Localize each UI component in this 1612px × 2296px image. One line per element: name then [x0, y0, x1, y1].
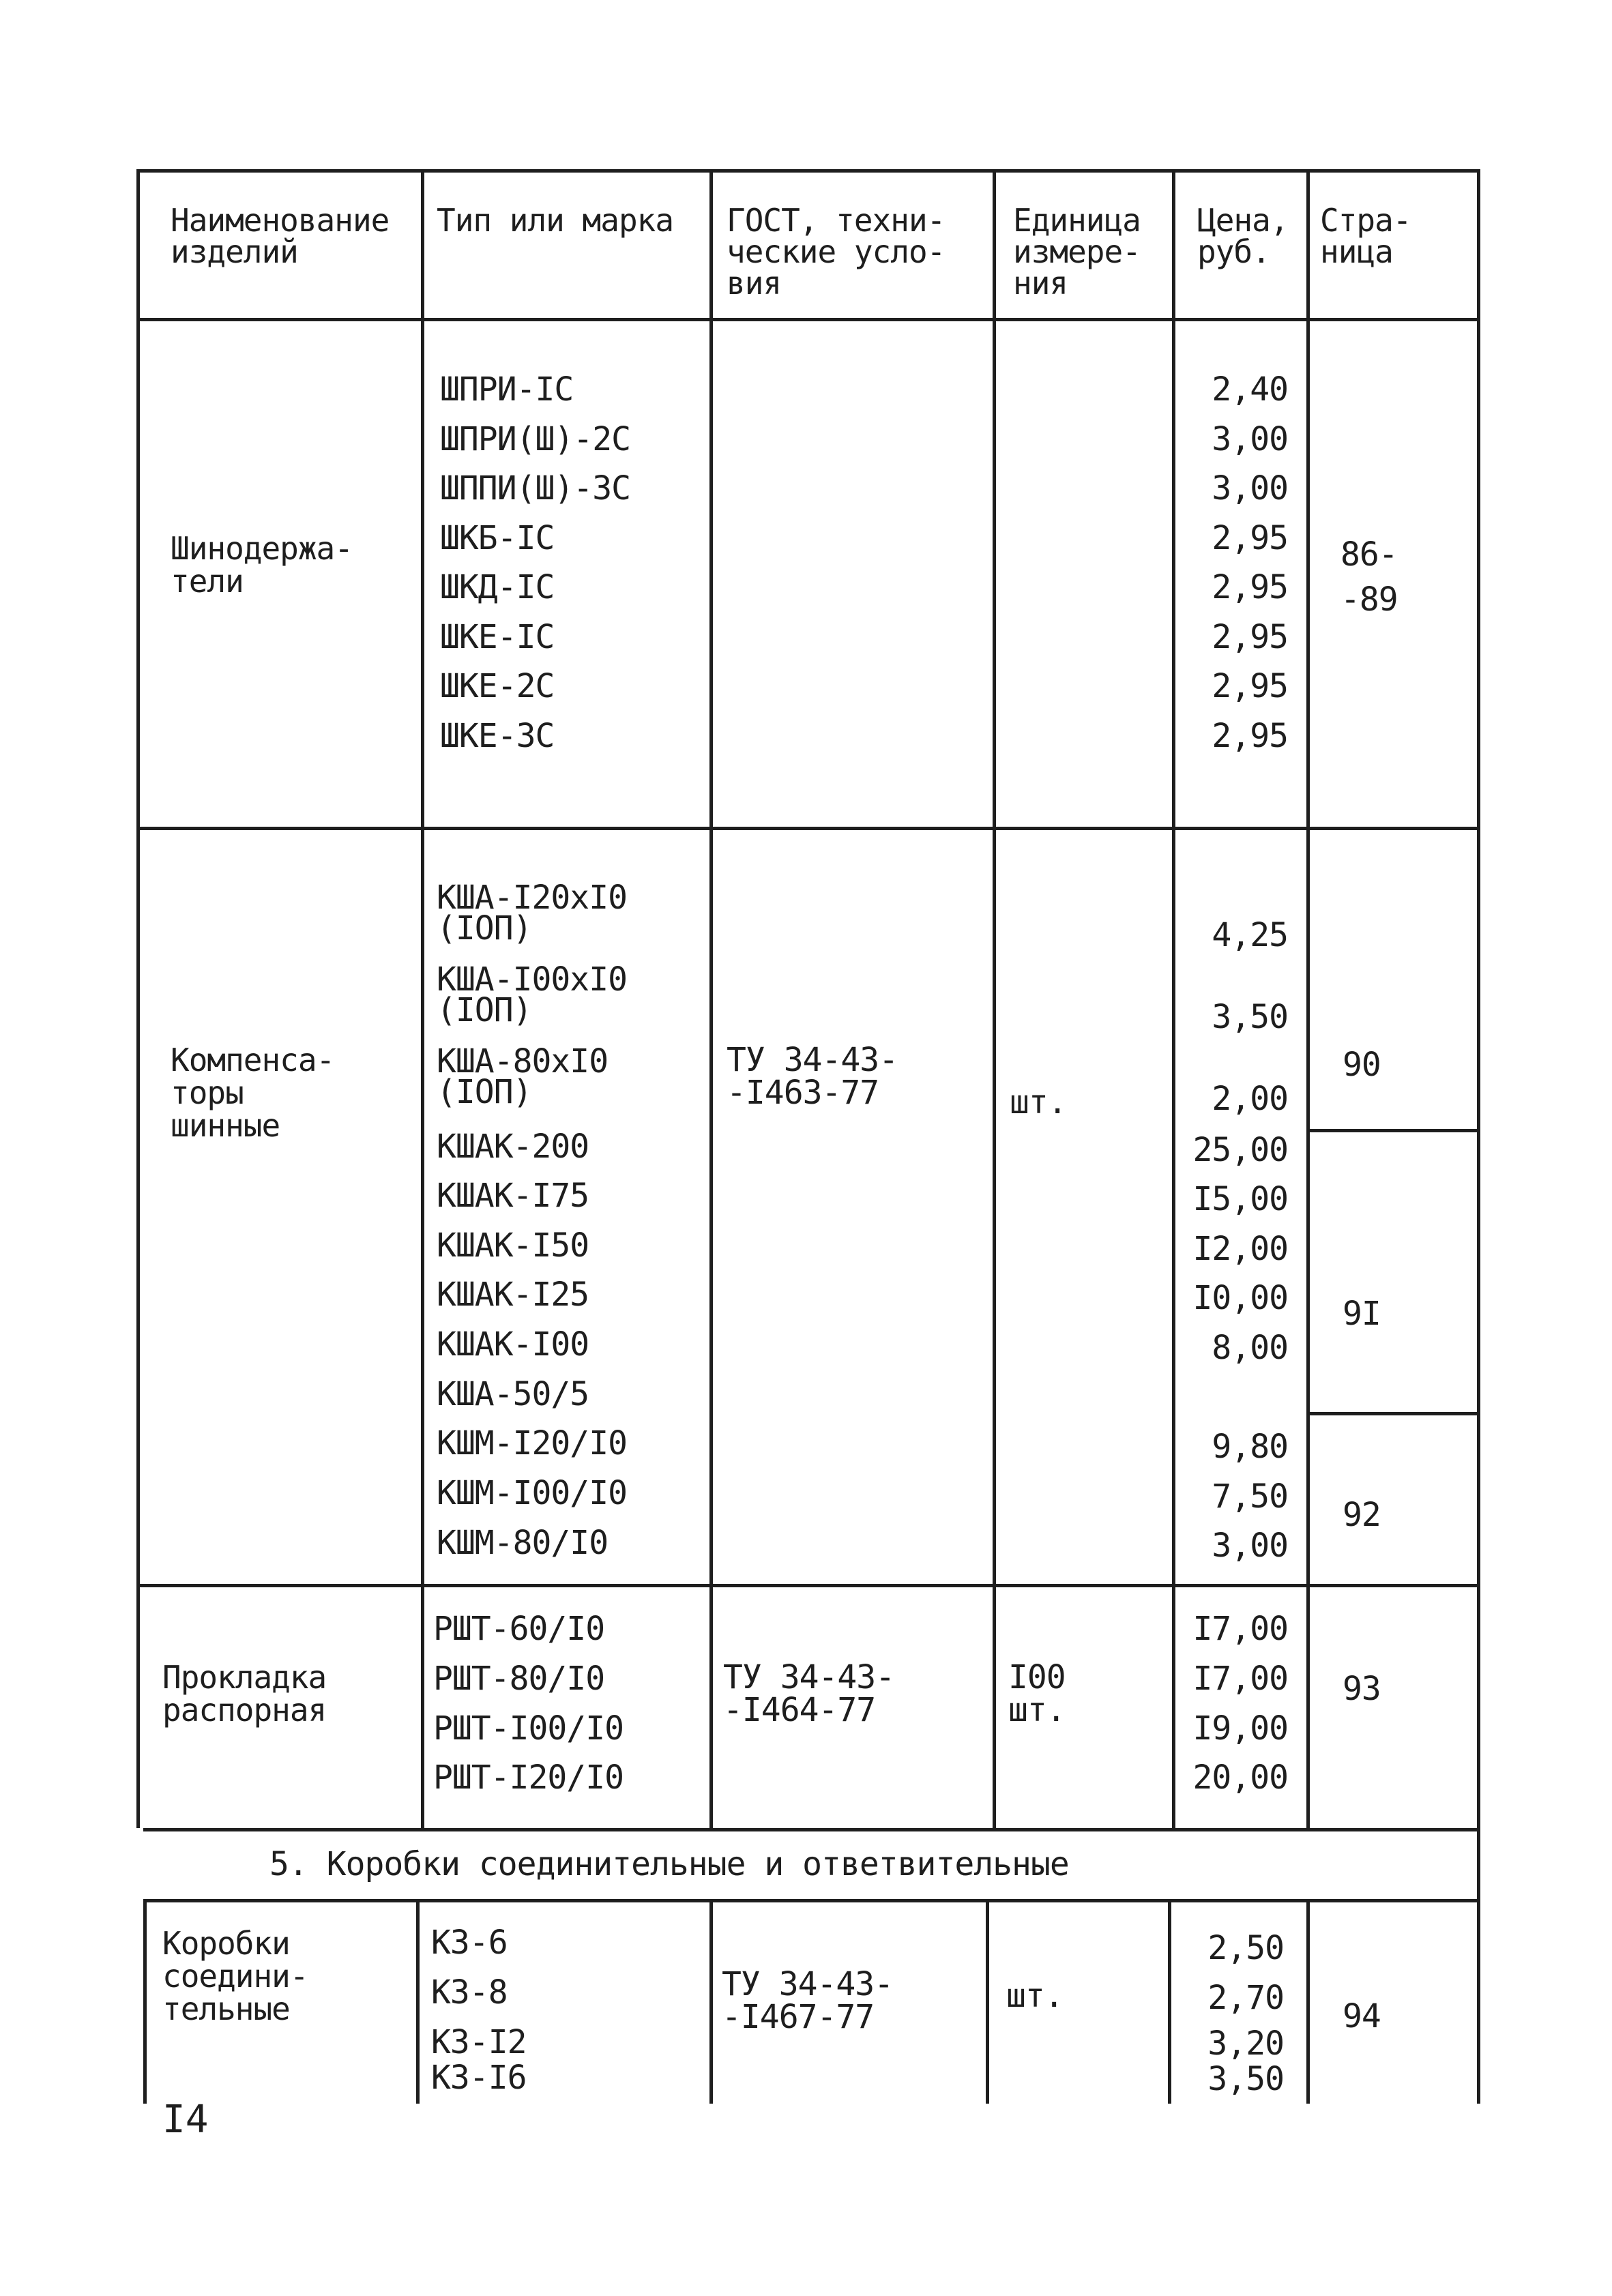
- group-name-shinoderzhateli: Шинодержа- тели: [171, 530, 353, 600]
- price-item: 2,00: [1212, 1080, 1288, 1118]
- price-item: 4,25: [1212, 916, 1288, 954]
- gost-kompensatory: ТУ 34-43- -I463-77: [727, 1041, 898, 1112]
- col-border-type: [421, 169, 424, 1828]
- type-item: ШКБ-IC: [440, 519, 555, 557]
- header-bottom-border: [136, 318, 1477, 321]
- col-border-right: [1477, 169, 1480, 2104]
- price-item: I0,00: [1192, 1279, 1288, 1317]
- type-item: РШТ-I00/I0: [433, 1709, 624, 1748]
- col-border-type-bottom: [416, 1899, 420, 2104]
- type-item: КШАК-200: [437, 1128, 589, 1166]
- price-item: 2,95: [1212, 568, 1288, 606]
- header-type: Тип или марка: [437, 202, 674, 239]
- price-item: 2,40: [1212, 370, 1288, 409]
- type-item: КЗ-8: [431, 1973, 508, 2012]
- col-border-left-bottom: [143, 1899, 147, 2104]
- type-item: КША-I00xI0: [437, 960, 627, 999]
- price-item: 2,95: [1212, 618, 1288, 656]
- type-item: ШКЕ-2С: [440, 667, 555, 705]
- page-ref-92: 92: [1343, 1496, 1381, 1534]
- type-item: КШАК-I75: [437, 1177, 589, 1215]
- type-item: (IОП): [437, 909, 532, 947]
- page-ref-90: 90: [1343, 1046, 1381, 1084]
- unit-prokladka: I00 шт.: [1008, 1658, 1066, 1729]
- price-item: 20,00: [1192, 1758, 1288, 1797]
- col-border-unit: [993, 169, 996, 1828]
- price-item: 7,50: [1212, 1477, 1288, 1516]
- type-item: РШТ-60/I0: [433, 1610, 605, 1648]
- price-item: 3,20: [1207, 2025, 1284, 2063]
- price-item: 2,95: [1212, 717, 1288, 755]
- price-item: 2,50: [1207, 1929, 1284, 1967]
- type-item: КЗ-I2: [431, 2023, 527, 2061]
- header-price: Цена, руб.: [1197, 202, 1289, 270]
- col-border-gost: [709, 169, 713, 1828]
- price-item: I7,00: [1192, 1660, 1288, 1698]
- header-name: Наименование изделий: [171, 202, 390, 270]
- type-item: КШАК-I00: [437, 1325, 589, 1364]
- type-item: КШАК-I25: [437, 1276, 589, 1314]
- price-item: 3,50: [1212, 998, 1288, 1036]
- unit-korobki: шт.: [1006, 1977, 1064, 2015]
- type-item: КША-I20xI0: [437, 879, 627, 917]
- type-item: (IОП): [437, 991, 532, 1029]
- price-item: 2,70: [1207, 1979, 1284, 2017]
- col-border-gost-bottom: [709, 1899, 713, 2104]
- page-ref-shinoderzhateli: 86- -89: [1340, 535, 1398, 619]
- row-border-2: [136, 1584, 1477, 1587]
- page-ref-93: 93: [1343, 1670, 1381, 1708]
- price-item: I2,00: [1192, 1230, 1288, 1268]
- type-item: КШМ-I00/I0: [437, 1474, 627, 1512]
- type-item: ШППИ(Ш)-3С: [440, 469, 630, 507]
- price-item: I9,00: [1192, 1709, 1288, 1748]
- type-item: КЗ-I6: [431, 2059, 527, 2097]
- type-item: ШКЕ-3С: [440, 717, 555, 755]
- header-page: Стра- ница: [1320, 202, 1411, 270]
- page-ref-94: 94: [1343, 1997, 1381, 2035]
- price-item: 8,00: [1212, 1329, 1288, 1367]
- price-item: I5,00: [1192, 1180, 1288, 1218]
- table-top-border: [136, 169, 1477, 173]
- page-divider-90: [1308, 1129, 1477, 1132]
- col-border-left: [136, 169, 140, 1828]
- type-item: РШТ-80/I0: [433, 1660, 605, 1698]
- type-item: ШПРИ-IC: [440, 370, 574, 409]
- type-item: КШМ-80/I0: [437, 1524, 609, 1562]
- type-item: КШАК-I50: [437, 1226, 589, 1265]
- type-item: ШКЕ-IC: [440, 618, 555, 656]
- price-item: 3,50: [1207, 2060, 1284, 2098]
- type-item: КЗ-6: [431, 1924, 508, 1962]
- type-item: (IОП): [437, 1073, 532, 1111]
- type-item: РШТ-I20/I0: [433, 1758, 624, 1797]
- type-item: ШПРИ(Ш)-2С: [440, 420, 630, 458]
- col-border-page-bottom: [1306, 1899, 1310, 2104]
- unit-kompensatory: шт.: [1010, 1083, 1067, 1121]
- gost-prokladka: ТУ 34-43- -I464-77: [723, 1658, 895, 1729]
- header-gost: ГОСТ, техни- ческие усло- вия: [727, 202, 946, 301]
- price-item: 3,00: [1212, 420, 1288, 458]
- section-bottom-border: [143, 1899, 1477, 1902]
- price-item: 9,80: [1212, 1428, 1288, 1466]
- page-ref-91: 9I: [1343, 1295, 1381, 1333]
- price-item: 3,00: [1212, 1527, 1288, 1565]
- gost-korobki: ТУ 34-43- -I467-77: [722, 1965, 894, 2036]
- price-item: I7,00: [1192, 1610, 1288, 1648]
- price-item: 3,00: [1212, 469, 1288, 507]
- group-name-kompensatory: Компенса- торы шинные: [171, 1042, 335, 1144]
- header-unit: Единица измере- ния: [1013, 202, 1141, 301]
- type-item: ШКД-IC: [440, 568, 555, 606]
- type-item: КША-80xI0: [437, 1042, 609, 1080]
- price-item: 2,95: [1212, 519, 1288, 557]
- col-border-unit-bottom: [986, 1899, 989, 2104]
- group-name-korobki: Коробки соедини- тельные: [162, 1925, 308, 2027]
- page-divider-91: [1308, 1412, 1477, 1415]
- section-top-border: [143, 1828, 1477, 1831]
- section-title: 5. Коробки соединительные и ответвительные: [269, 1845, 1069, 1883]
- col-border-price: [1172, 169, 1175, 1828]
- col-border-page: [1306, 169, 1310, 1828]
- type-item: КША-50/5: [437, 1375, 589, 1413]
- row-border-1: [136, 827, 1477, 830]
- price-item: 2,95: [1212, 667, 1288, 705]
- group-name-prokladka: Прокладка распорная: [162, 1659, 327, 1728]
- price-item: 25,00: [1192, 1131, 1288, 1169]
- type-item: КШМ-I20/I0: [437, 1424, 627, 1462]
- page-number: I4: [162, 2098, 209, 2142]
